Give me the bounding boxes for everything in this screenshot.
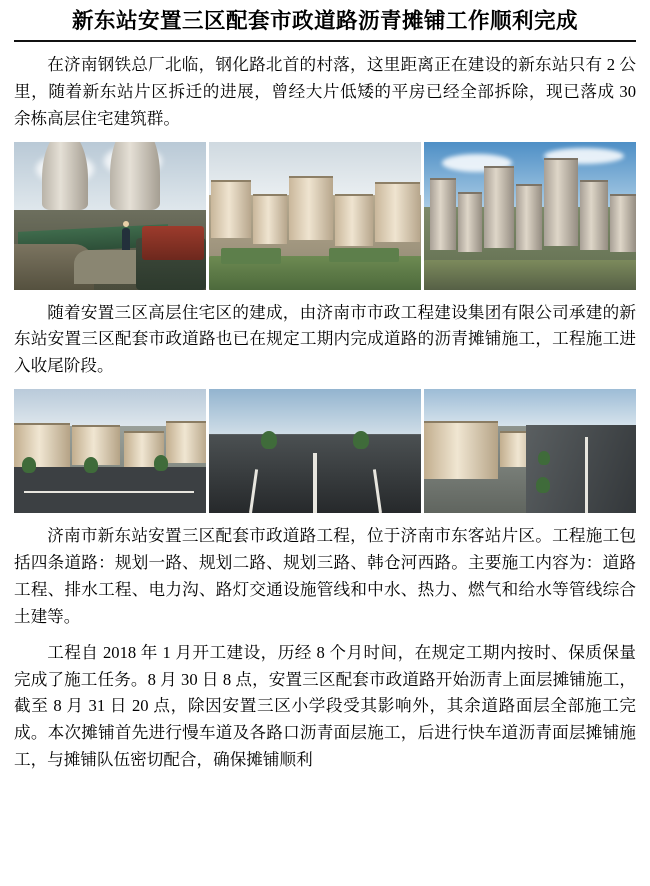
tree-shape — [261, 431, 277, 449]
road-surface — [14, 467, 206, 513]
rubble-pile-shape — [74, 250, 144, 284]
highrise-shape — [430, 178, 456, 250]
tree-shape — [536, 477, 550, 493]
vegetation-shape — [221, 248, 281, 264]
highrise-shape — [516, 184, 542, 250]
photo-road-aerial — [424, 389, 636, 513]
building-shape — [253, 194, 287, 244]
title-divider — [14, 40, 636, 42]
tree-shape — [353, 431, 369, 449]
photo-asphalt-road — [209, 389, 420, 513]
building-shape — [211, 180, 251, 238]
paragraph-1: 在济南钢铁总厂北临，钢化路北首的村落，这里距离正在建设的新东站只有 2 公里，随着新东站片区拆迁的进展，曾经大片低矮的平房已经全部拆除，现已落成 30 余栋高层住宅建筑群。 — [14, 54, 636, 128]
tree-shape — [538, 451, 550, 465]
photo-sky — [209, 389, 420, 434]
paragraph-2: 随着安置三区高层住宅区的建成，由济南市市政工程建设集团有限公司承建的新东站安置三区配套市政道路也已在规定工期内完成道路的沥青摊铺施工，工程施工进入收尾阶段。 — [14, 302, 636, 376]
paragraph-4: 工程自 2018 年 1 月开工建设，历经 8 个月时间，在规定工期内按时、保质保量完成了施工任务。8 月 30 日 8 点，安置三区配套市政道路开始沥青上面层摊铺施工，截至 8 月 31 日 20 点，除因安置三区小学段受其影响外，其余道路面层全部施工完成。本次摊铺首先进行慢车道及各路口沥青面层施工，后进行快车道沥青面层摊铺施工，与摊铺队伍密切配合，确保摊铺顺利 — [14, 642, 636, 770]
building-shape — [375, 182, 420, 242]
building-shape — [289, 176, 333, 240]
photo-construction-site — [209, 142, 420, 290]
highrise-shape — [458, 192, 482, 252]
photo-highrise-cluster — [424, 142, 636, 290]
building-shape — [424, 421, 498, 479]
photo-road-buildings — [14, 389, 206, 513]
highrise-shape — [484, 166, 514, 248]
tree-shape — [84, 457, 98, 473]
highrise-shape — [610, 194, 636, 252]
photo-row-roads — [14, 389, 636, 513]
highrise-shape — [544, 158, 578, 246]
photo-row-demolition — [14, 142, 636, 290]
tree-shape — [154, 455, 168, 471]
lane-marking — [585, 437, 588, 513]
truck-shape — [142, 226, 204, 260]
paragraph-3: 济南市新东站安置三区配套市政道路工程，位于济南市东客站片区。工程施工包括四条道路：规划一路、规划二路、规划三路、韩仓河西路。主要施工内容为：道路工程、排水工程、电力沟、路灯交通设施管线和中水、热力、燃气和给水等管线综合土建等。 — [14, 526, 636, 626]
lane-marking — [313, 453, 317, 513]
lane-marking — [24, 491, 194, 493]
cooling-tower-shape — [42, 142, 88, 210]
tree-shape — [22, 457, 36, 473]
road-surface — [526, 425, 636, 513]
worker-figure — [122, 228, 130, 250]
building-shape — [166, 421, 206, 463]
vegetation-shape — [329, 248, 399, 262]
vegetation-shape — [424, 260, 636, 290]
cooling-tower-shape — [110, 142, 160, 210]
building-shape — [335, 194, 373, 246]
page-title: 新东站安置三区配套市政道路沥青摊铺工作顺利完成 — [71, 9, 578, 33]
photo-cooling-towers — [14, 142, 206, 290]
highrise-shape — [580, 180, 608, 250]
